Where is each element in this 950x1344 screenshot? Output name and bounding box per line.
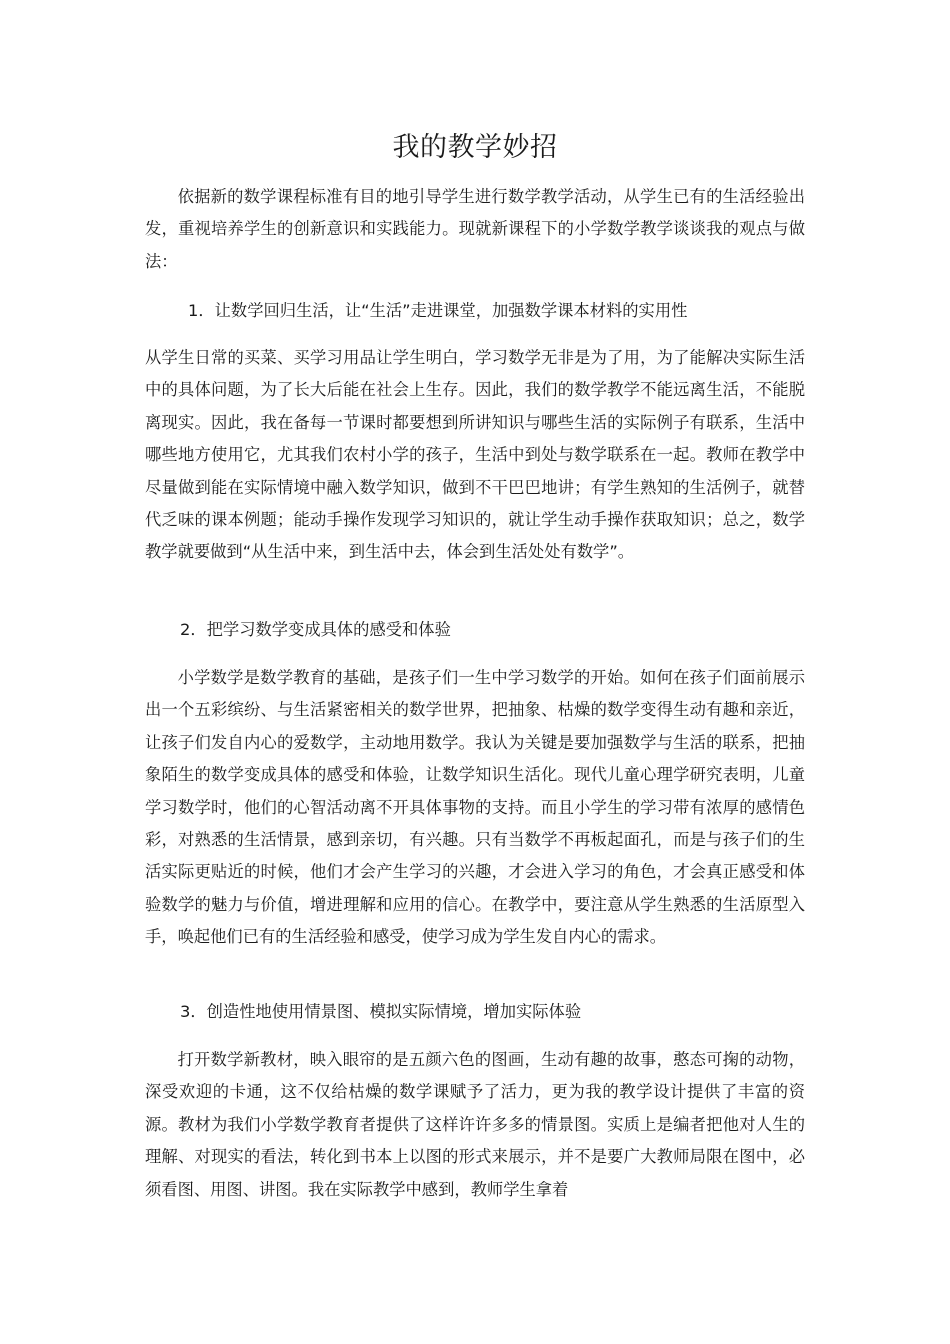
document-title: 我的教学妙招 — [392, 132, 558, 163]
section-2-heading: 2．把学习数学变成具体的感受和体验 — [180, 620, 451, 639]
section-1-heading: 1．让数学回归生活，让“生活”走进课堂，加强数学课本材料的实用性 — [188, 301, 688, 320]
section-3-body: 打开数学新教材，映入眼帘的是五颜六色的图画，生动有趣的故事，憨态可掬的动物，深受欢迎的卡通，这不仅给枯燥的数学课赋予了活力，更为我的教学设计提供了丰富的资源。教材为我们小学数学教育者提供了这样许许多多的情景图。实质上是编者把他对人生的理解、对现实的看法，转化到书本上以图的形式来展示，并不是要广大教师局限在图中，必须看图、用图、讲图。我在实际教学中感到，教师学生拿着 — [145, 1050, 805, 1199]
section-3-heading: 3．创造性地使用情景图、模拟实际情境，增加实际体验 — [180, 1002, 582, 1021]
intro-paragraph: 依据新的数学课程标准有目的地引导学生进行数学教学活动，从学生已有的生活经验出发，重视培养学生的创新意识和实践能力。现就新课程下的小学数学教学谈谈我的观点与做法： — [145, 187, 805, 271]
section-2-body: 小学数学是数学教育的基础，是孩子们一生中学习数学的开始。如何在孩子们面前展示出一个五彩缤纷、与生活紧密相关的数学世界，把抽象、枯燥的数学变得生动有趣和亲近，让孩子们发自内心的爱数学，主动地用数学。我认为关键是要加强数学与生活的联系，把抽象陌生的数学变成具体的感受和体验，让数学知识生活化。现代儿童心理学研究表明，儿童学习数学时，他们的心智活动离不开具体事物的支持。而且小学生的学习带有浓厚的感情色彩，对熟悉的生活情景，感到亲切，有兴趣。只有当数学不再板起面孔，而是与孩子们的生活实际更贴近的时候，他们才会产生学习的兴趣，才会进入学习的角色，才会真正感受和体验数学的魅力与价值，增进理解和应用的信心。在教学中，要注意从学生熟悉的生活原型入手，唤起他们已有的生活经验和感受，使学习成为学生发自内心的需求。 — [145, 668, 805, 947]
section-1-body: 从学生日常的买菜、买学习用品让学生明白，学习数学无非是为了用，为了能解决实际生活中的具体问题，为了长大后能在社会上生存。因此，我们的数学教学不能远离生活，不能脱离现实。因此，我在备每一节课时都要想到所讲知识与哪些生活的实际例子有联系，生活中哪些地方使用它，尤其我们农村小学的孩子，生活中到处与数学联系在一起。教师在教学中尽量做到能在实际情境中融入数学知识，做到不干巴巴地讲；有学生熟知的生活例子，就替代乏味的课本例题；能动手操作发现学习知识的，就让学生动手操作获取知识；总之，数学教学就要做到“从生活中来，到生活中去，体会到生活处处有数学”。 — [145, 348, 805, 562]
